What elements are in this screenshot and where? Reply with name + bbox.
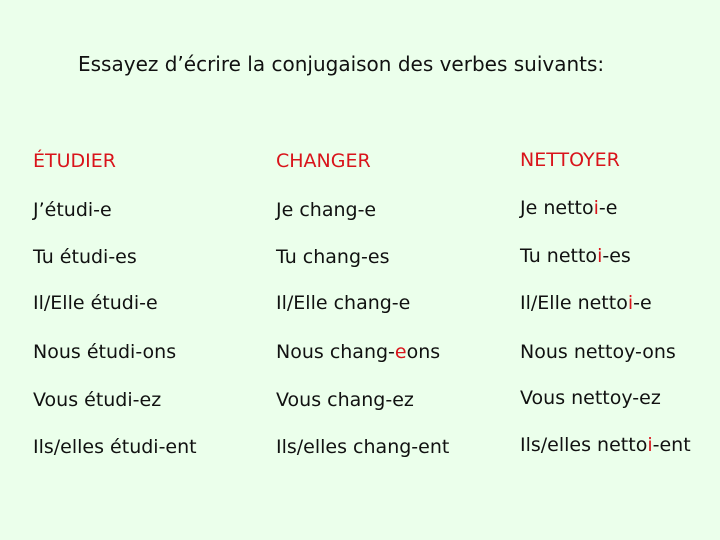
- conjugation-cell: [33, 341, 176, 363]
- conjugation-cell: [520, 197, 617, 219]
- highlighted-letter: e: [394, 341, 407, 363]
- conjugation-cell: [520, 245, 631, 267]
- conjugation-cell: [520, 292, 652, 314]
- conjugation-cell: [276, 341, 440, 363]
- conjugation-text: Nous étudi-ons: [33, 341, 177, 363]
- conjugation-cell: [276, 292, 410, 314]
- conjugation-text: Nous nettoy-ons: [520, 341, 676, 363]
- conjugation-text: Je netto: [520, 197, 594, 219]
- highlighted-letter: i: [593, 197, 599, 219]
- conjugation-text: -e: [598, 197, 618, 219]
- conjugation-cell: [520, 387, 661, 409]
- conjugation-text: Ils/elles étudi-ent: [33, 436, 197, 458]
- conjugation-text: Il/Elle netto: [520, 292, 628, 314]
- conjugation-text: Ils/elles netto: [520, 434, 648, 456]
- conjugation-text: Vous chang-ez: [276, 389, 414, 411]
- highlighted-letter: i: [597, 245, 603, 267]
- conjugation-cell: [276, 436, 449, 458]
- conjugation-text: -ent: [652, 434, 691, 456]
- conjugation-cell: [33, 246, 137, 268]
- conjugation-text: Tu netto: [520, 245, 598, 267]
- conjugation-text: -e: [633, 292, 652, 314]
- conjugation-cell: [33, 199, 112, 221]
- conjugation-text: Nous chang-: [276, 341, 395, 363]
- conjugation-text: Tu étudi-es: [33, 246, 137, 268]
- highlighted-letter: i: [647, 434, 653, 456]
- conjugation-cell: [33, 292, 158, 314]
- column-header: CHANGER: [276, 150, 371, 172]
- conjugation-text: Il/Elle chang-e: [276, 292, 411, 314]
- highlighted-letter: i: [627, 292, 634, 314]
- column-header: NETTOYER: [520, 149, 620, 171]
- conjugation-text: Il/Elle étudi-e: [33, 292, 158, 314]
- conjugation-text: J’étudi-e: [33, 199, 112, 221]
- conjugation-cell: [276, 389, 414, 411]
- column-header: ÉTUDIER: [33, 150, 116, 172]
- conjugation-text: Je chang-e: [276, 199, 377, 221]
- conjugation-text: Vous étudi-ez: [33, 389, 162, 411]
- conjugation-text: ons: [406, 341, 441, 363]
- conjugation-text: -es: [602, 245, 631, 267]
- page-title: Essayez d’écrire la conjugaison des verbes suivants:: [78, 52, 605, 76]
- conjugation-cell: [33, 389, 161, 411]
- conjugation-cell: [520, 434, 691, 456]
- conjugation-text: Ils/elles chang-ent: [276, 436, 450, 458]
- conjugation-cell: [520, 341, 676, 363]
- conjugation-text: Tu chang-es: [276, 246, 390, 268]
- conjugation-text: Vous nettoy-ez: [520, 387, 661, 409]
- conjugation-cell: [276, 246, 389, 268]
- conjugation-cell: [276, 199, 376, 221]
- conjugation-cell: [33, 436, 197, 458]
